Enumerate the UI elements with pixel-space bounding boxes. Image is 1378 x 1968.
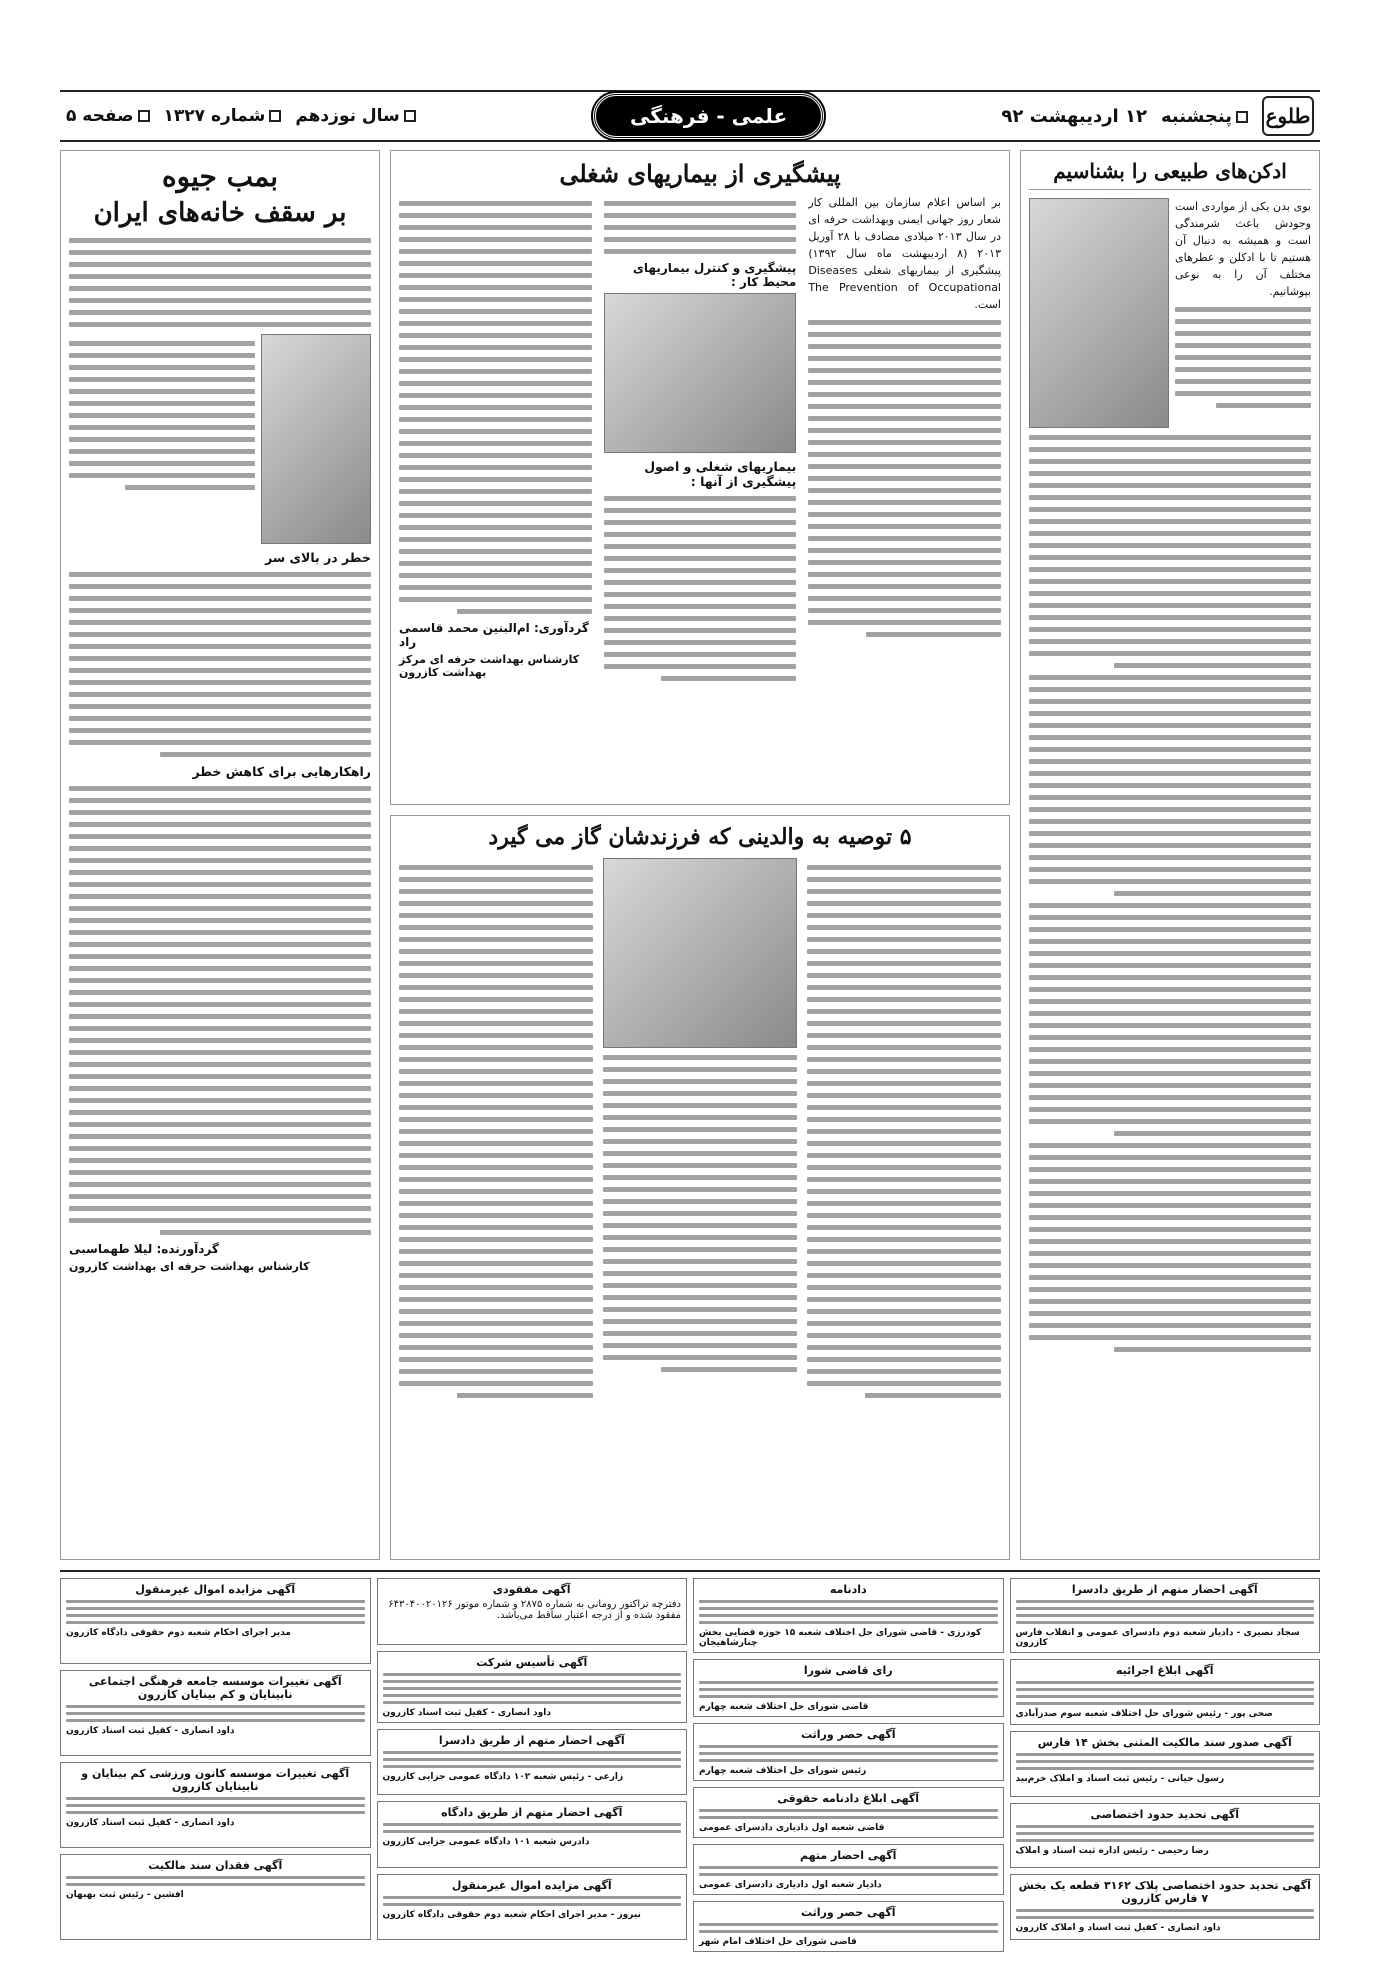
article-parent-tips: [390, 815, 1010, 1560]
section-kicker: پیشگیری و کنترل بیماریهای محیط کار :: [632, 261, 797, 289]
article-title: ادکن‌های طبیعی را بشناسیم: [1029, 159, 1311, 190]
header-left: [66, 106, 416, 126]
article-mercury-bomb: [60, 150, 380, 1560]
ads-column-3: [377, 1578, 688, 1940]
legal-notice: [377, 1651, 688, 1723]
mid-column-2: [604, 194, 797, 774]
legal-notice: [377, 1729, 688, 1796]
article-intro: بر اساس اعلام سازمان بین المللی کار شعار روز جهانی ایمنی وبهداشت حرفه ای در سال ۲۰۱۳ میلادی مصادف با ۲۸ آوریل ۲۰۱۳ (۸ اردیبهشت ماه سال ۱۳۹۲) پیشگیری از بیماریهای شغلی Diseases The Prevention of Occupational است.: [808, 196, 1001, 311]
notice-title: رای قاضی شورا: [803, 1664, 893, 1677]
legal-notice: [377, 1874, 688, 1941]
perfume-bottles-photo: [1029, 198, 1169, 428]
article-byline-role: کارشناس بهداشت حرفه ای مرکز بهداشت کازرون: [398, 653, 580, 679]
article-lead: بوی بدن یکی از مواردی است وجودش باعث شرمندگی است و همیشه به دنبال آن هستیم تا با ادکلن و عطرهای مختلف آن را به نوعی بپوشانیم.: [1175, 200, 1311, 298]
notice-signature: مدیر اجرای احکام شعبه دوم حقوقی دادگاه کازرون: [66, 1628, 291, 1638]
notice-signature: افشین - رئیس ثبت بهبهان: [66, 1890, 184, 1900]
notice-title: آگهی احضار متهم از طریق دادسرا: [1071, 1583, 1258, 1596]
notice-title: آگهی حصر وراثت: [800, 1906, 896, 1919]
legal-notice: [693, 1659, 1004, 1717]
page-number: [66, 106, 150, 126]
ads-column-1: [1010, 1578, 1321, 1940]
notice-signature: کودرزی - قاضی شورای حل اختلاف شعبه ۱۵ حوزه قضایی بخش چنارشاهیجان: [699, 1628, 982, 1648]
header-right: [1001, 96, 1314, 136]
notice-signature: نیروز - مدیر اجرای احکام شعبه دوم حقوقی دادگاه کازرون: [382, 1909, 641, 1920]
section-title: علمی - فرهنگی: [593, 93, 824, 139]
section-subhead: بیماریهای شغلی و اصول پیشگیری از آنها :: [644, 459, 797, 489]
article-byline: گردآورنده: لیلا طهماسبی: [69, 1242, 219, 1256]
legal-notice: [1010, 1731, 1321, 1797]
notice-title: آگهی مزایده اموال غیرمنقول: [451, 1878, 612, 1892]
notice-title: آگهی تغییرات موسسه جامعه فرهنگی اجتماعی نابینایان و کم بینایان کازرون: [88, 1675, 342, 1701]
issue-text: شماره ۱۳۲۷: [163, 106, 266, 126]
section-subhead: راهکارهایی برای کاهش خطر: [192, 764, 371, 779]
notice-title: آگهی تأسیس شرکت: [476, 1655, 588, 1669]
article-body: [1029, 435, 1311, 1352]
notice-title: آگهی ابلاغ دادنامه حقوقی: [777, 1792, 920, 1805]
mid-column-1: [808, 194, 1001, 774]
legal-notice: [693, 1723, 1004, 1781]
article-title: بمب جیوه: [161, 160, 279, 193]
notice-signature: قاضی شعبه اول دادیاری دادسرای عمومی: [699, 1823, 885, 1833]
article-title: ۵ توصیه به والدینی که فرزندشان گاز می گیرد: [488, 824, 912, 850]
notice-signature: رئیس شورای حل اختلاف شعبه چهارم: [699, 1766, 867, 1776]
tips-column-2: [603, 858, 797, 1405]
ads-column-2: [693, 1578, 1004, 1947]
section-subhead: خطر در بالای سر: [265, 550, 371, 565]
newspaper-page: [60, 90, 1320, 1947]
year-label: [295, 106, 415, 126]
notice-signature: رضا رحیمی - رئیس اداره ثبت اسناد و املاک: [1015, 1845, 1209, 1856]
square-icon: [1236, 111, 1248, 123]
article-byline: گردآوری: ام‌البنین محمد قاسمی راد: [398, 621, 589, 649]
legal-notice: [1010, 1659, 1321, 1725]
legal-notice: [693, 1901, 1004, 1952]
notice-title: آگهی مفقودی: [492, 1583, 571, 1596]
notice-signature: داود انصاری - کفیل ثبت اسناد کازرون: [382, 1707, 551, 1718]
legal-notice: [1010, 1874, 1321, 1940]
legal-notice: [1010, 1578, 1321, 1653]
legal-notice: [60, 1578, 371, 1664]
notice-title: آگهی صدور سند مالکیت المثنی بخش ۱۴ فارس: [1037, 1735, 1292, 1749]
tips-column-1: [807, 858, 1001, 1405]
legal-notice: [377, 1578, 688, 1645]
issue-day: [1161, 106, 1248, 127]
notice-signature: صحی پور - رئیس شورای حل اختلاف شعبه سوم صدرآبادی: [1015, 1709, 1273, 1719]
legal-notice: [60, 1670, 371, 1756]
legal-notice: [693, 1578, 1004, 1653]
ads-column-4: [60, 1578, 371, 1940]
notice-title: آگهی تحدید حدود اختصاصی پلاک ۳۱۶۲ قطعه یک بخش ۷ فارس کازرون: [1018, 1879, 1311, 1906]
legal-notice: [60, 1762, 371, 1848]
mid-column-3: [399, 194, 592, 774]
workplace-photo: [604, 293, 797, 453]
notice-signature: داود انصاری - کفیل ثبت اسناد کازرون: [66, 1818, 235, 1828]
notice-signature: سجاد نصیری - دادیار شعبه دوم دادسرای عمومی و انقلاب فارس کازرون: [1015, 1628, 1300, 1648]
notice-title: آگهی ابلاغ اجرائیه: [1115, 1664, 1214, 1677]
article-byline-role: کارشناس بهداشت حرفه ای بهداشت کازرون: [69, 1260, 310, 1273]
child-with-lamp-photo: [261, 334, 371, 544]
notice-title: آگهی احضار متهم از طریق دادگاه: [441, 1806, 623, 1819]
notice-signature: دادیار شعبه اول دادیاری دادسرای عمومی: [699, 1880, 882, 1890]
notice-title: آگهی تغییرات موسسه کانون ورزشی کم بینایان و نابینایان کازرون: [81, 1767, 350, 1793]
legal-notice: [693, 1844, 1004, 1895]
tips-column-3: [399, 858, 593, 1405]
legal-notice: [693, 1787, 1004, 1838]
notice-title: دادنامه: [829, 1583, 867, 1596]
square-icon: [138, 110, 150, 122]
notice-signature: رسول حیانی - رئیس ثبت اسناد و املاک خرم‌بید: [1015, 1773, 1225, 1784]
notice-title: آگهی احضار متهم: [800, 1849, 897, 1862]
legal-notice: [377, 1801, 688, 1868]
newspaper-logo: طلوع: [1262, 96, 1314, 136]
notice-title: آگهی احضار متهم از طریق دادسرا: [438, 1733, 625, 1747]
notice-body: دفترچه تراکتور رومانی به شماره ۲۸۷۵ و شماره موتور ۶۴۳۰۴۰۰۲۰۱۲۶ مفقود شده و از درجه اعتبار ساقط می‌باشد.: [388, 1599, 681, 1621]
year-text: سال نوزدهم: [295, 106, 400, 126]
notice-signature: داود انصاری - کفیل ثبت اسناد و املاک کازرون: [1015, 1923, 1221, 1934]
notice-signature: داود انصاری - کفیل ثبت اسناد کازرون: [66, 1726, 235, 1736]
article-adaptogens: [1020, 150, 1320, 1560]
notice-title: آگهی حصر وراثت: [800, 1728, 896, 1741]
article-title: پیشگیری از بیماریهای شغلی: [559, 159, 841, 188]
legal-notices: [60, 1570, 1320, 1947]
day-label: پنجشنبه: [1160, 105, 1232, 127]
child-photo: [603, 858, 797, 1048]
article-subtitle: بر سقف خانه‌های ایران: [93, 198, 347, 228]
legal-notice: [1010, 1803, 1321, 1869]
notice-signature: قاضی شورای حل اختلاف شعبه چهارم: [699, 1702, 869, 1712]
article-occupational-diseases: [390, 150, 1010, 805]
page-text: صفحه ۵: [66, 106, 134, 126]
notice-title: آگهی فقدان سند مالکیت: [148, 1859, 283, 1872]
issue-date: ۱۲ اردیبهشت ۹۲: [1001, 105, 1147, 127]
notice-signature: قاضی شورای حل اختلاف امام شهر: [699, 1937, 857, 1947]
square-icon: [404, 110, 416, 122]
legal-notice: [60, 1854, 371, 1940]
square-icon: [269, 110, 281, 122]
notice-title: آگهی مزایده اموال غیرمنقول: [135, 1583, 296, 1596]
issue-number: [164, 106, 282, 126]
notice-signature: زارعی - رئیس شعبه ۱۰۲ دادگاه عمومی جزایی کازرون: [382, 1771, 624, 1782]
notice-signature: دادرس شعبه ۱۰۱ دادگاه عمومی جزایی کازرون: [382, 1837, 590, 1847]
notice-title: آگهی تحدید حدود اختصاصی: [1090, 1807, 1240, 1821]
page-header: [60, 90, 1320, 142]
